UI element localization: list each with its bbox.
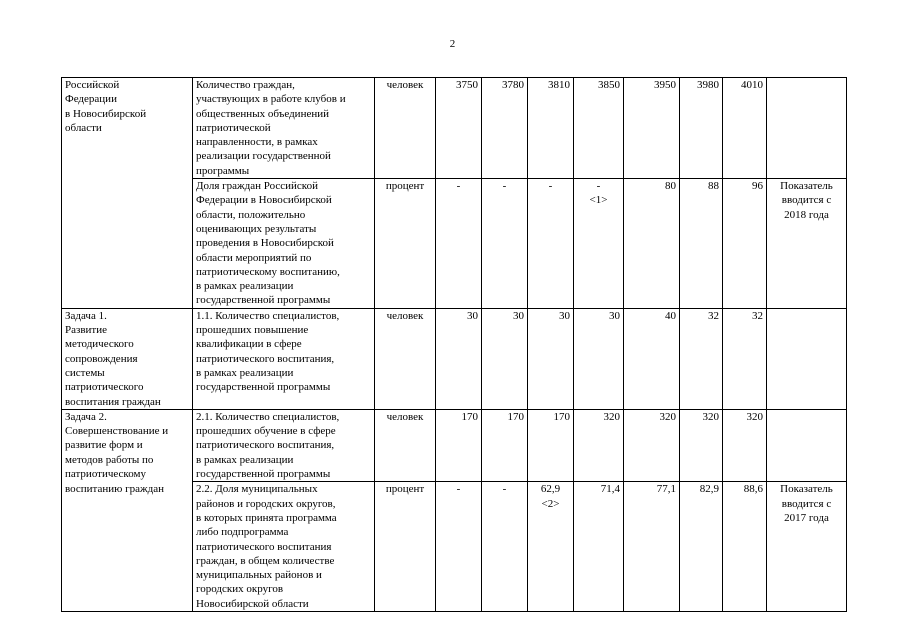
value-line: 82,9	[699, 483, 719, 496]
value-line: -	[548, 180, 553, 193]
note-cell	[767, 308, 847, 409]
note-line: 2018 года	[784, 208, 829, 221]
value-cell	[528, 78, 574, 179]
table-row	[62, 179, 847, 309]
note-line: вводится с	[781, 497, 832, 510]
indicator-line: участвующих в работе клубов и	[196, 93, 346, 106]
task-line: патриотическому	[65, 468, 146, 481]
indicator-line: патриотической	[196, 121, 271, 134]
task-line: Совершенствование и	[65, 425, 169, 438]
task-line: патриотического	[65, 381, 144, 394]
value-line: 320	[659, 410, 676, 423]
value-line: 320	[702, 410, 719, 423]
value-cell	[528, 409, 574, 481]
indicator-line: в которых принята программа	[196, 511, 337, 524]
value-cell	[482, 78, 528, 179]
value-cell	[680, 78, 723, 179]
task-line: Задача 2.	[65, 410, 107, 423]
unit-cell: человек	[375, 409, 436, 481]
value-line: 170	[507, 410, 524, 423]
value-line: 30	[467, 309, 478, 322]
indicator-line: патриотическому воспитанию,	[196, 265, 340, 278]
value-line: 30	[559, 309, 570, 322]
value-line: -	[456, 180, 461, 193]
value-cell	[723, 308, 767, 409]
value-line: 96	[752, 180, 763, 193]
value-cell	[723, 409, 767, 481]
task-line: воспитания граждан	[65, 395, 161, 408]
task-cell	[62, 482, 193, 612]
unit-cell: процент	[375, 179, 436, 309]
value-cell	[436, 482, 482, 612]
value-cell	[680, 482, 723, 612]
value-line: -	[596, 180, 601, 193]
value-line: 32	[708, 309, 719, 322]
value-line: 62,9	[540, 483, 561, 496]
indicator-line: прошедших повышение	[196, 324, 309, 337]
value-cell	[624, 482, 680, 612]
table-row	[62, 409, 847, 481]
note-line: вводится с	[781, 194, 832, 207]
indicator-line: 1.1. Количество специалистов,	[196, 309, 340, 322]
value-cell	[436, 308, 482, 409]
task-line: Задача 1.	[65, 309, 107, 322]
indicator-line: Новосибирской области	[196, 597, 309, 610]
value-cell	[723, 179, 767, 309]
value-cell	[436, 409, 482, 481]
indicator-line: 2.2. Доля муниципальных	[196, 483, 318, 496]
indicator-line: граждан, в общем количестве	[196, 554, 335, 567]
value-cell	[574, 308, 624, 409]
value-line: 88	[708, 180, 719, 193]
value-line: 71,4	[600, 483, 620, 496]
value-line: 3950	[654, 79, 676, 91]
indicator-line: прошедших обучение в сфере	[196, 425, 336, 438]
value-line: 88,6	[743, 483, 763, 496]
indicator-line: муниципальных районов и	[196, 569, 322, 582]
value-cell	[723, 78, 767, 179]
value-line: 320	[603, 410, 620, 423]
indicator-cell	[193, 409, 375, 481]
indicator-line: Доля граждан Российской	[196, 180, 318, 193]
value-line: -	[502, 483, 507, 496]
value-line: 170	[553, 410, 570, 423]
indicator-line: общественных объединений	[196, 107, 329, 120]
value-cell	[574, 482, 624, 612]
task-line: области	[65, 121, 102, 134]
unit-cell: человек	[375, 78, 436, 179]
task-cell	[62, 308, 193, 409]
indicator-cell	[193, 482, 375, 612]
value-cell	[624, 409, 680, 481]
value-cell	[624, 78, 680, 179]
value-cell	[482, 308, 528, 409]
note-line: 2017 года	[784, 511, 829, 524]
task-line: Федерации	[65, 93, 117, 106]
task-line: воспитанию граждан	[65, 482, 164, 495]
value-line: -	[456, 483, 461, 496]
value-cell	[574, 78, 624, 179]
value-cell	[436, 179, 482, 309]
value-line: -	[502, 180, 507, 193]
task-cell	[62, 78, 193, 179]
value-line: 30	[513, 309, 524, 322]
task-line: методического	[65, 338, 134, 351]
value-cell	[680, 409, 723, 481]
indicator-line: патриотического воспитания,	[196, 439, 335, 452]
indicator-line: либо подпрограмма	[196, 526, 289, 539]
value-cell	[482, 409, 528, 481]
value-cell	[528, 482, 574, 612]
indicator-line: государственной программы	[196, 381, 331, 394]
indicator-line: в рамках реализации	[196, 366, 294, 379]
value-line: <2>	[541, 497, 560, 510]
value-line: 3780	[502, 79, 524, 91]
indicator-line: государственной программы	[196, 294, 331, 307]
indicator-line: Федерации в Новосибирской	[196, 194, 332, 207]
value-cell	[528, 179, 574, 309]
indicator-line: 2.1. Количество специалистов,	[196, 410, 340, 423]
indicator-line: квалификации в сфере	[196, 338, 302, 351]
value-line: 3850	[598, 79, 620, 91]
value-cell	[680, 179, 723, 309]
indicator-line: государственной программы	[196, 468, 331, 481]
indicator-line: патриотического воспитания,	[196, 352, 335, 365]
indicator-line: городских округов	[196, 583, 284, 596]
note-cell	[767, 409, 847, 481]
indicator-line: проведения в Новосибирской	[196, 237, 334, 250]
indicator-cell	[193, 308, 375, 409]
indicator-line: направленности, в рамках	[196, 136, 318, 149]
task-cell	[62, 179, 193, 309]
value-line: 3750	[456, 79, 478, 91]
value-cell	[528, 308, 574, 409]
indicator-line: реализации государственной	[196, 150, 331, 163]
value-line: <1>	[589, 194, 608, 207]
unit-cell: человек	[375, 308, 436, 409]
task-line: развитие форм и	[65, 439, 143, 452]
value-line: 3980	[697, 79, 719, 91]
indicator-line: патриотического воспитания	[196, 540, 332, 553]
note-line: Показатель	[780, 483, 833, 496]
task-line: Российской	[65, 79, 120, 91]
indicator-line: программы	[196, 164, 250, 177]
note-cell	[767, 78, 847, 179]
indicator-line: районов и городских округов,	[196, 497, 336, 510]
indicator-line: оценивающих результаты	[196, 222, 317, 235]
value-line: 3810	[548, 79, 570, 91]
value-cell	[436, 78, 482, 179]
value-line: 4010	[741, 79, 763, 91]
table-row	[62, 78, 847, 179]
task-line: в Новосибирской	[65, 107, 147, 120]
note-cell	[767, 482, 847, 612]
note-cell	[767, 179, 847, 309]
indicator-line: области, положительно	[196, 208, 306, 221]
value-cell	[624, 308, 680, 409]
value-cell	[574, 179, 624, 309]
value-line: 77,1	[656, 483, 676, 496]
value-line: 320	[746, 410, 763, 423]
indicator-cell	[193, 78, 375, 179]
value-line: 30	[609, 309, 620, 322]
indicator-line: в рамках реализации	[196, 280, 294, 293]
note-line: Показатель	[780, 180, 833, 193]
task-line: системы	[65, 366, 105, 379]
task-line: Развитие	[65, 324, 108, 337]
value-cell	[624, 179, 680, 309]
unit-cell: процент	[375, 482, 436, 612]
indicator-line: Количество граждан,	[196, 79, 295, 91]
value-line: 80	[665, 180, 676, 193]
value-line: 170	[461, 410, 478, 423]
table-row	[62, 482, 847, 612]
indicator-cell	[193, 179, 375, 309]
task-line: сопровождения	[65, 352, 138, 365]
value-line: 32	[752, 309, 763, 322]
indicators-table	[61, 77, 847, 612]
task-line: методов работы по	[65, 453, 154, 466]
indicator-line: области мероприятий по	[196, 251, 312, 264]
value-cell	[680, 308, 723, 409]
value-cell	[482, 482, 528, 612]
page-number: 2	[449, 38, 456, 50]
value-cell	[482, 179, 528, 309]
task-cell	[62, 409, 193, 481]
value-line: 40	[665, 309, 676, 322]
value-cell	[574, 409, 624, 481]
value-cell	[723, 482, 767, 612]
table-row	[62, 308, 847, 409]
indicator-line: в рамках реализации	[196, 453, 294, 466]
